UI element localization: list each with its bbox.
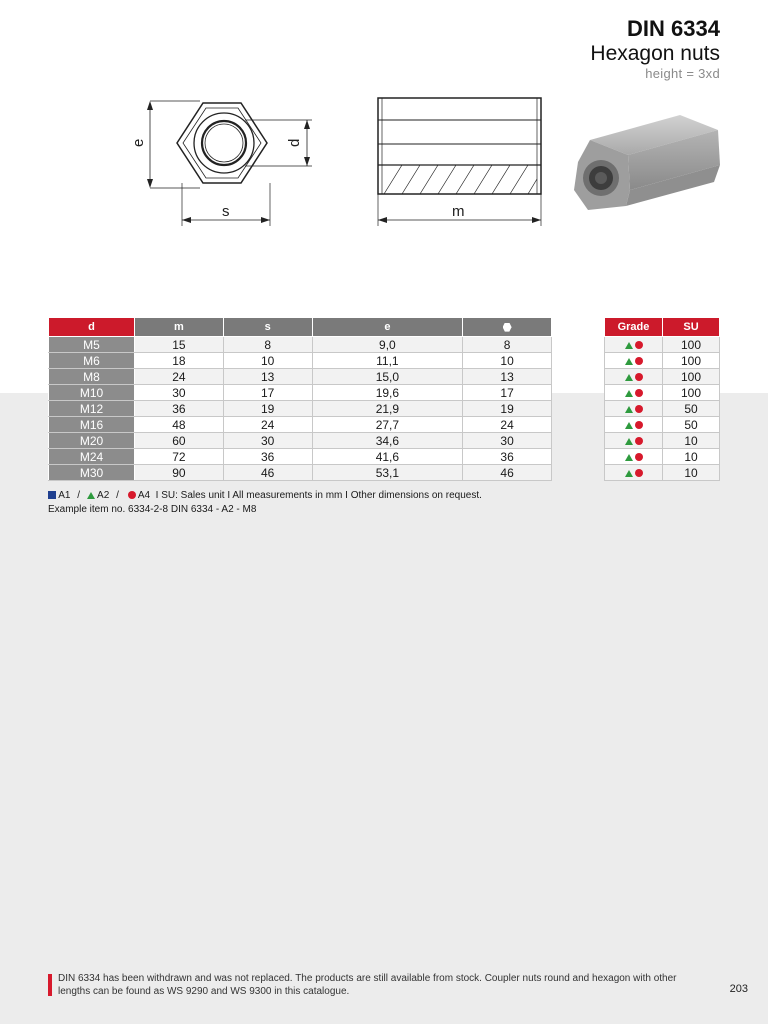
cell-k: 24 bbox=[463, 417, 552, 433]
a2-triangle-icon bbox=[625, 470, 633, 477]
cell-d: M12 bbox=[49, 401, 135, 417]
a2-triangle-icon bbox=[625, 342, 633, 349]
example-item: Example item no. 6334-2-8 DIN 6334 - A2 - M8 bbox=[48, 504, 257, 515]
a4-circle-icon bbox=[635, 405, 643, 413]
a2-triangle-icon bbox=[625, 438, 633, 445]
cell-e: 21,9 bbox=[312, 401, 463, 417]
legend-slash: / bbox=[116, 490, 119, 501]
cell-s: 46 bbox=[223, 465, 312, 481]
a4-circle-icon bbox=[635, 389, 643, 397]
su-row bbox=[605, 369, 720, 385]
su-row bbox=[605, 449, 720, 465]
cell-s: 13 bbox=[223, 369, 312, 385]
su-cell: 100 bbox=[663, 385, 720, 401]
header-grade: Grade bbox=[605, 318, 663, 337]
height-note: height = 3xd bbox=[645, 66, 720, 81]
label-e: e bbox=[130, 138, 147, 147]
su-cell: 50 bbox=[663, 417, 720, 433]
a4-circle-icon bbox=[635, 373, 643, 381]
su-row bbox=[605, 353, 720, 369]
cell-m: 30 bbox=[135, 385, 224, 401]
legend-a1: A1 bbox=[58, 490, 71, 501]
table-row bbox=[49, 433, 552, 449]
cell-e: 9,0 bbox=[312, 337, 463, 353]
a4-circle-icon bbox=[128, 491, 136, 499]
cell-k: 36 bbox=[463, 449, 552, 465]
cell-m: 90 bbox=[135, 465, 224, 481]
cell-d: M6 bbox=[49, 353, 135, 369]
header-hexagon bbox=[463, 318, 552, 337]
su-cell: 10 bbox=[663, 449, 720, 465]
su-row bbox=[605, 465, 720, 481]
a4-circle-icon bbox=[635, 469, 643, 477]
cell-d: M16 bbox=[49, 417, 135, 433]
table-row bbox=[49, 401, 552, 417]
grade-cell bbox=[605, 353, 663, 369]
title-block bbox=[590, 16, 720, 81]
cell-k: 19 bbox=[463, 401, 552, 417]
cell-m: 48 bbox=[135, 417, 224, 433]
cell-k: 17 bbox=[463, 385, 552, 401]
cell-s: 24 bbox=[223, 417, 312, 433]
footer-line-2: lengths can be found as WS 9290 and WS 9300 in this catalogue. bbox=[58, 986, 350, 997]
label-d: d bbox=[286, 138, 303, 147]
a2-triangle-icon bbox=[625, 454, 633, 461]
su-cell: 100 bbox=[663, 369, 720, 385]
hexagon-nut-photo bbox=[570, 110, 722, 220]
grade-cell bbox=[605, 449, 663, 465]
legend bbox=[48, 489, 482, 517]
cell-d: M20 bbox=[49, 433, 135, 449]
header-s: s bbox=[223, 318, 312, 337]
su-row bbox=[605, 401, 720, 417]
header-su: SU bbox=[663, 318, 720, 337]
table-header-row bbox=[49, 318, 552, 337]
a2-triangle-icon bbox=[625, 406, 633, 413]
legend-info: I SU: Sales unit I All measurements in mm I Other dimensions on request. bbox=[155, 490, 482, 501]
header-e: e bbox=[312, 318, 463, 337]
su-row bbox=[605, 433, 720, 449]
table-row bbox=[49, 385, 552, 401]
cell-s: 8 bbox=[223, 337, 312, 353]
a2-triangle-icon bbox=[87, 492, 95, 499]
grade-cell bbox=[605, 385, 663, 401]
a4-circle-icon bbox=[635, 421, 643, 429]
cell-e: 15,0 bbox=[312, 369, 463, 385]
cell-s: 19 bbox=[223, 401, 312, 417]
a4-circle-icon bbox=[635, 341, 643, 349]
cell-e: 34,6 bbox=[312, 433, 463, 449]
cell-k: 13 bbox=[463, 369, 552, 385]
grade-cell bbox=[605, 337, 663, 353]
legend-a2: A2 bbox=[97, 490, 110, 501]
cell-k: 30 bbox=[463, 433, 552, 449]
page-subtitle: Hexagon nuts bbox=[590, 42, 720, 65]
cell-m: 60 bbox=[135, 433, 224, 449]
su-cell: 10 bbox=[663, 433, 720, 449]
a2-triangle-icon bbox=[625, 374, 633, 381]
cell-e: 41,6 bbox=[312, 449, 463, 465]
cell-e: 19,6 bbox=[312, 385, 463, 401]
legend-line bbox=[48, 489, 482, 503]
table-row bbox=[49, 369, 552, 385]
cell-d: M24 bbox=[49, 449, 135, 465]
su-cell: 50 bbox=[663, 401, 720, 417]
header-m: m bbox=[135, 318, 224, 337]
su-cell: 10 bbox=[663, 465, 720, 481]
cell-s: 36 bbox=[223, 449, 312, 465]
cell-d: M10 bbox=[49, 385, 135, 401]
grade-cell bbox=[605, 465, 663, 481]
footer-accent-bar bbox=[48, 974, 52, 996]
legend-slash: / bbox=[77, 490, 81, 501]
gray-background bbox=[0, 393, 768, 1024]
header-d: d bbox=[49, 318, 135, 337]
cell-k: 46 bbox=[463, 465, 552, 481]
side-view-outline bbox=[378, 98, 541, 194]
footer-note bbox=[48, 972, 688, 998]
footer-line-1: DIN 6334 has been withdrawn and was not replaced. The products are still available from stock. Coupler nuts round and hexagon with other bbox=[58, 973, 677, 984]
cell-s: 10 bbox=[223, 353, 312, 369]
hexagon-head-icon bbox=[503, 323, 512, 332]
label-m: m bbox=[452, 203, 465, 220]
cell-m: 24 bbox=[135, 369, 224, 385]
table-row bbox=[49, 449, 552, 465]
a4-circle-icon bbox=[635, 437, 643, 445]
cell-k: 10 bbox=[463, 353, 552, 369]
grade-cell bbox=[605, 401, 663, 417]
footer-text bbox=[58, 972, 688, 998]
grade-cell bbox=[605, 369, 663, 385]
grade-cell bbox=[605, 433, 663, 449]
a2-triangle-icon bbox=[625, 422, 633, 429]
cell-k: 8 bbox=[463, 337, 552, 353]
cell-d: M30 bbox=[49, 465, 135, 481]
cell-m: 15 bbox=[135, 337, 224, 353]
page-number: 203 bbox=[729, 983, 748, 995]
cell-m: 72 bbox=[135, 449, 224, 465]
su-row bbox=[605, 417, 720, 433]
table-row bbox=[49, 417, 552, 433]
su-cell: 100 bbox=[663, 353, 720, 369]
a2-triangle-icon bbox=[625, 358, 633, 365]
grade-cell bbox=[605, 417, 663, 433]
a1-square-icon bbox=[48, 491, 56, 499]
su-cell: 100 bbox=[663, 337, 720, 353]
cell-e: 53,1 bbox=[312, 465, 463, 481]
cell-m: 36 bbox=[135, 401, 224, 417]
su-row bbox=[605, 337, 720, 353]
page-title: DIN 6334 bbox=[627, 16, 720, 41]
label-s: s bbox=[222, 203, 230, 220]
a4-circle-icon bbox=[635, 453, 643, 461]
legend-a4: A4 bbox=[137, 490, 151, 501]
cell-e: 11,1 bbox=[312, 353, 463, 369]
cell-d: M5 bbox=[49, 337, 135, 353]
dimensions-table bbox=[48, 317, 552, 481]
grade-su-table bbox=[604, 317, 720, 481]
a4-circle-icon bbox=[635, 357, 643, 365]
a2-triangle-icon bbox=[625, 390, 633, 397]
cell-s: 30 bbox=[223, 433, 312, 449]
table-row bbox=[49, 337, 552, 353]
table-row bbox=[49, 465, 552, 481]
cell-d: M8 bbox=[49, 369, 135, 385]
technical-drawing bbox=[120, 88, 560, 233]
cell-s: 17 bbox=[223, 385, 312, 401]
table-row bbox=[49, 353, 552, 369]
cell-e: 27,7 bbox=[312, 417, 463, 433]
su-header-row bbox=[605, 318, 720, 337]
su-row bbox=[605, 385, 720, 401]
cell-m: 18 bbox=[135, 353, 224, 369]
